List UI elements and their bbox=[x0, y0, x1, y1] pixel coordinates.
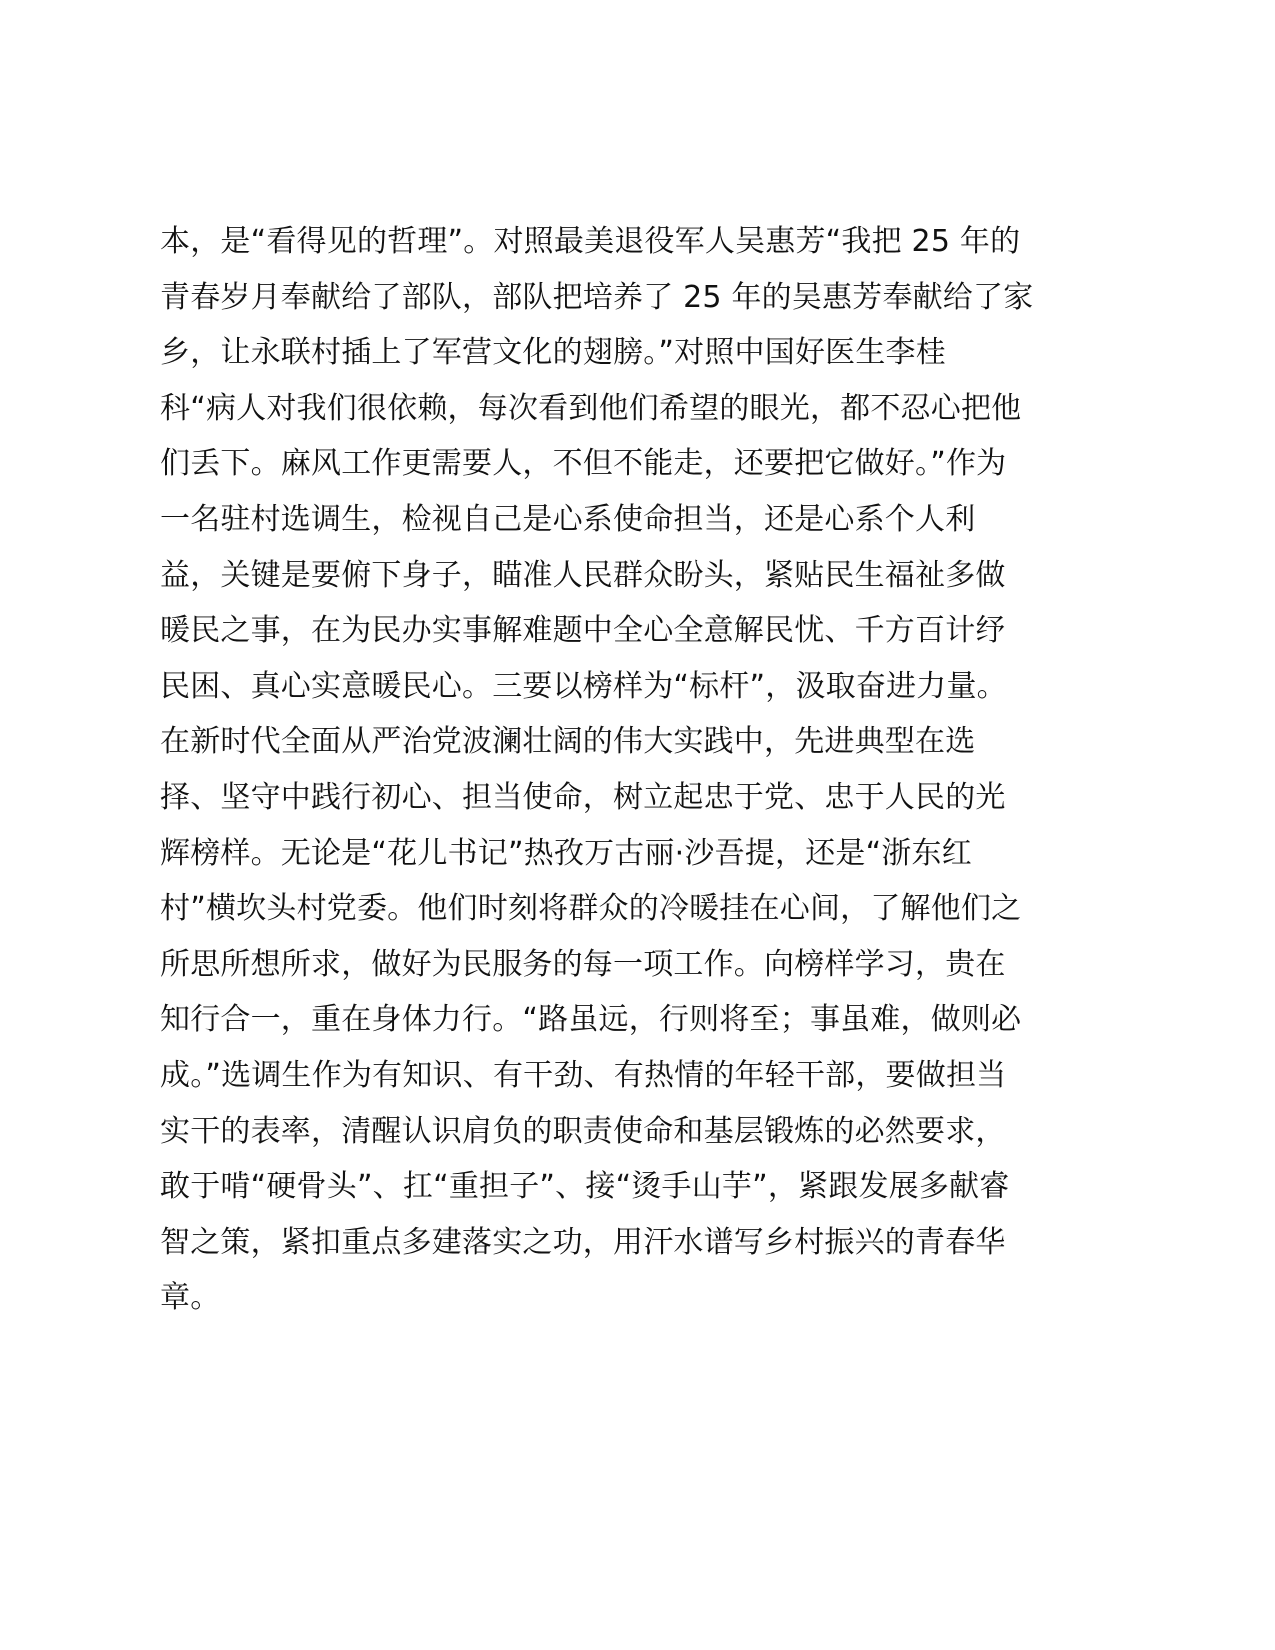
text-line: 实干的表率，清醒认识肩负的职责使命和基层锻炼的必然要求， bbox=[160, 1113, 1006, 1149]
body-paragraph bbox=[160, 214, 1120, 1326]
text-line: 乡，让永联村插上了军营文化的翅膀。”对照中国好医生李桂 bbox=[160, 335, 946, 371]
text-line: 所思所想所求，做好为民服务的每一项工作。向榜样学习，贵在 bbox=[160, 946, 1006, 982]
text-line: 在新时代全面从严治党波澜壮阔的伟大实践中，先进典型在选 bbox=[160, 724, 976, 760]
text-line: 益，关键是要俯下身子，瞄准人民群众盼头，紧贴民生福祉多做 bbox=[160, 557, 1006, 593]
text-line: 暖民之事，在为民办实事解难题中全心全意解民忧、千方百计纾 bbox=[160, 613, 1006, 649]
text-line: 章。 bbox=[160, 1280, 221, 1316]
text-line: 择、坚守中践行初心、担当使命，树立起忠于党、忠于人民的光 bbox=[160, 779, 1006, 815]
text-line: 一名驻村选调生，检视自己是心系使命担当，还是心系个人利 bbox=[160, 501, 976, 537]
text-line: 成。”选调生作为有知识、有干劲、有热情的年轻干部，要做担当 bbox=[160, 1057, 1007, 1093]
text-line: 知行合一，重在身体力行。“路虽远，行则将至；事虽难，做则必 bbox=[160, 1002, 1022, 1038]
text-line: 智之策，紧扣重点多建落实之功，用汗水谱写乡村振兴的青春华 bbox=[160, 1224, 1006, 1260]
text-line: 辉榜样。无论是“花儿书记”热孜万古丽·沙吾提，还是“浙东红 bbox=[160, 835, 972, 871]
text-line: 青春岁月奉献给了部队，部队把培养了 25 年的吴惠芳奉献给了家 bbox=[160, 279, 1034, 315]
text-line: 们丢下。麻风工作更需要人，不但不能走，还要把它做好。”作为 bbox=[160, 446, 1007, 482]
text-line: 村”横坎头村党委。他们时刻将群众的冷暖挂在心间，了解他们之 bbox=[160, 891, 1022, 927]
text-line: 民困、真心实意暖民心。三要以榜样为“标杆”，汲取奋进力量。 bbox=[160, 668, 1007, 704]
text-line: 敢于啃“硬骨头”、扛“重担子”、接“烫手山芋”，紧跟发展多献睿 bbox=[160, 1169, 1010, 1205]
text-line: 科“病人对我们很依赖，每次看到他们希望的眼光，都不忍心把他 bbox=[160, 390, 1022, 426]
text-line: 本，是“看得见的哲理”。对照最美退役军人吴惠芳“我把 25 年的 bbox=[160, 224, 1021, 259]
